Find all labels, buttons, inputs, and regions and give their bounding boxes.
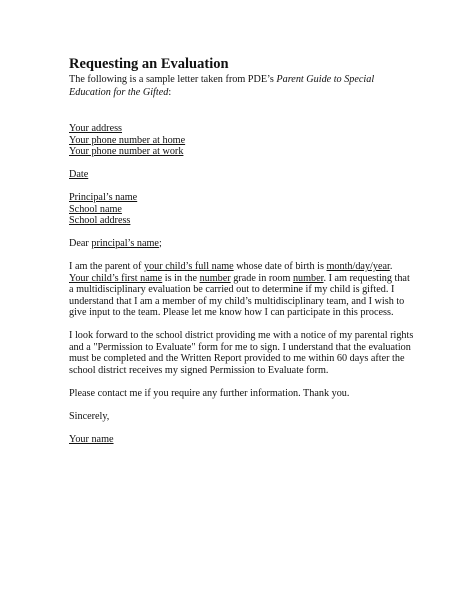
p1-text: . I am requesting that a multidisciplinary evaluation be carried out to determine if my child is gifted. I understand that I am a member of my child’s multidisciplinary team, and I wish to give input to the team. Please let me know how I can participate in this process. — [69, 272, 410, 318]
sender-address: Your address — [69, 123, 123, 134]
letter-date: Date — [69, 169, 89, 180]
field-birth-date: month/day/year — [326, 261, 390, 272]
closing: Sincerely, — [69, 410, 110, 422]
p1-text: grade in room — [230, 272, 293, 284]
paragraph-2: I look forward to the school district providing me with a notice of my parental rights and a "Permission to Evaluate" form for me to sign. I understand that the evaluation must be completed and the Written Report provided to me within 60 days after the school district receives my signed Permission to Evaluate form. — [69, 330, 414, 376]
field-child-full-name: your child’s full name — [143, 261, 234, 272]
field-child-first-name: Your child’s first name — [69, 272, 163, 284]
p1-text: whose date of birth is — [233, 261, 327, 272]
salutation — [69, 238, 414, 250]
p1-text: is in the — [162, 272, 200, 284]
recipient-school: School name — [69, 203, 122, 215]
p1-text: . — [389, 261, 393, 272]
signature: Your name — [69, 433, 114, 445]
intro-text — [69, 73, 414, 99]
intro-source: Parent Guide to Special Education for the Gifted — [69, 74, 375, 98]
salutation-post: ; — [158, 238, 162, 249]
intro-pre: The following is a sample letter taken from PDE’s — [69, 74, 277, 85]
page-title: Requesting an Evaluation — [69, 56, 229, 72]
recipient-address: School address — [69, 215, 131, 226]
sender-phone-work: Your phone number at work — [69, 146, 184, 157]
salutation-name: principal’s name — [91, 238, 159, 249]
sender-block — [69, 123, 414, 158]
paragraph-1 — [69, 261, 414, 319]
paragraph-3: Please contact me if you require any further information. Thank you. — [69, 387, 350, 399]
sender-phone-home: Your phone number at home — [69, 134, 186, 146]
p1-text: I am the parent of — [69, 261, 144, 272]
salutation-pre: Dear — [69, 238, 92, 249]
field-room-number: number — [292, 272, 324, 284]
recipient-block — [69, 192, 414, 227]
field-grade-number: number — [199, 272, 231, 284]
intro-post: : — [168, 87, 172, 98]
recipient-name: Principal’s name — [69, 192, 138, 203]
